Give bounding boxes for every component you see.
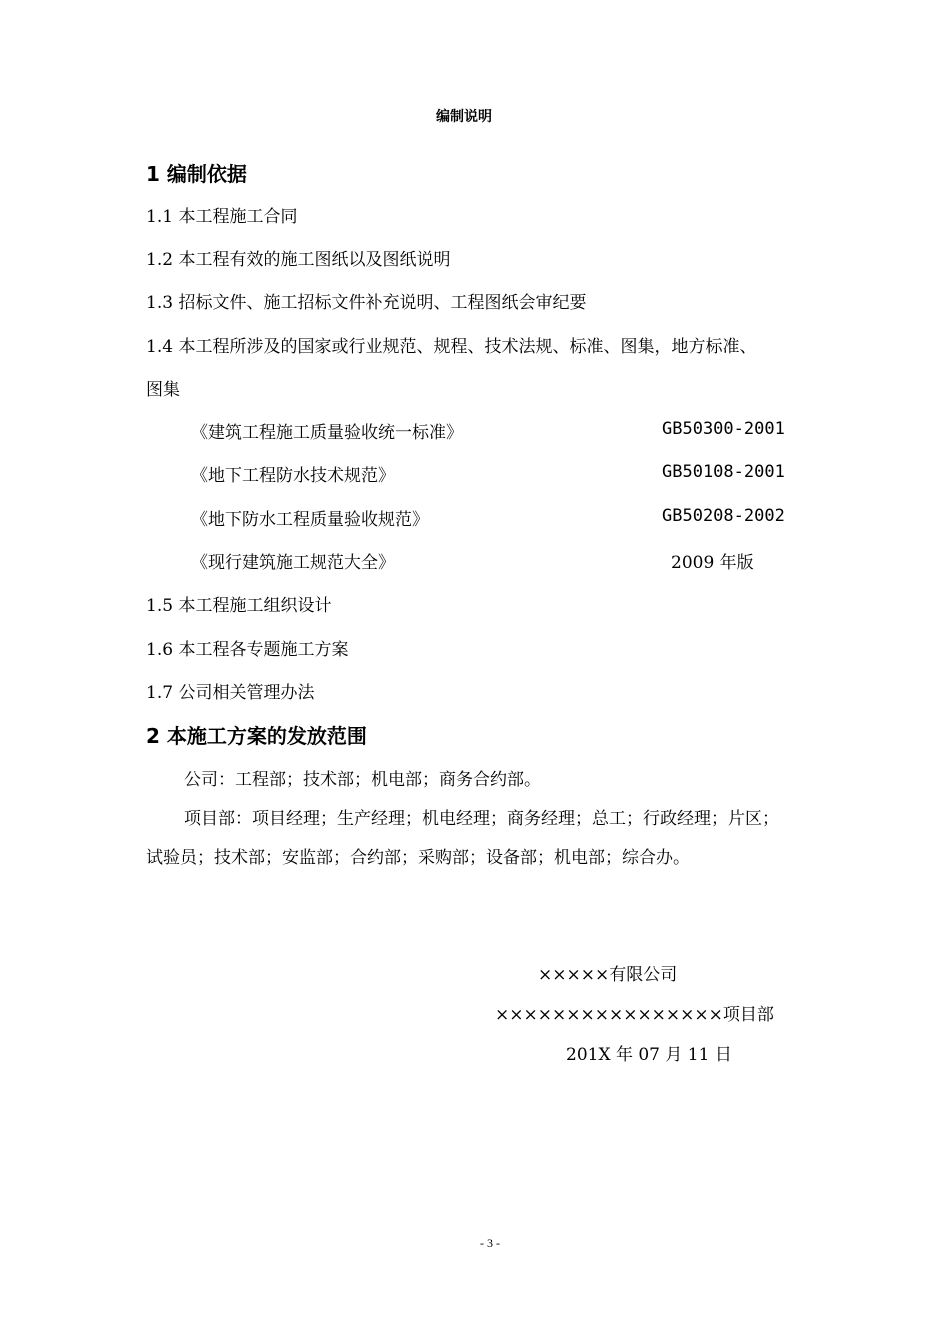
standard-code: GB50208-2002 xyxy=(662,506,785,526)
distribution-project: 项目部：项目经理；生产经理；机电经理；商务经理；总工；行政经理；片区； xyxy=(184,809,779,829)
section1-item: 1.1 本工程施工合同 xyxy=(146,207,298,227)
distribution-project-continued: 试验员；技术部；安监部；合约部；采购部；设备部；机电部；综合办。 xyxy=(146,848,690,868)
section1-item: 1.5 本工程施工组织设计 xyxy=(146,596,332,616)
standard-code: GB50108-2001 xyxy=(662,462,785,482)
page-number: - 3 - xyxy=(480,1236,500,1250)
document-title: 编制说明 xyxy=(436,109,492,125)
signature-company: ×××××有限公司 xyxy=(538,965,678,985)
signature-project-dept: ××××××××××××××××项目部 xyxy=(495,1005,774,1025)
standard-name: 《现行建筑施工规范大全》 xyxy=(191,553,395,573)
section1-item: 1.6 本工程各专题施工方案 xyxy=(146,640,349,660)
signature-date: 201X 年 07 月 11 日 xyxy=(566,1045,732,1065)
standard-code: GB50300-2001 xyxy=(662,419,785,439)
distribution-company: 公司：工程部；技术部；机电部；商务合约部。 xyxy=(184,770,541,790)
section1-item: 1.4 本工程所涉及的国家或行业规范、规程、技术法规、标准、图集，地方标准、 xyxy=(146,337,757,357)
section2-heading: 2 本施工方案的发放范围 xyxy=(146,724,367,748)
section1-item: 1.2 本工程有效的施工图纸以及图纸说明 xyxy=(146,250,451,270)
section1-heading: 1 编制依据 xyxy=(146,162,247,186)
section1-item: 1.3 招标文件、施工招标文件补充说明、工程图纸会审纪要 xyxy=(146,293,587,313)
standard-name: 《地下工程防水技术规范》 xyxy=(191,466,395,486)
standard-edition: 2009 年版 xyxy=(671,553,754,573)
standard-name: 《地下防水工程质量验收规范》 xyxy=(191,510,429,530)
section1-item: 1.7 公司相关管理办法 xyxy=(146,683,315,703)
standard-name: 《建筑工程施工质量验收统一标准》 xyxy=(191,423,463,443)
section1-item-continuation: 图集 xyxy=(146,380,180,400)
